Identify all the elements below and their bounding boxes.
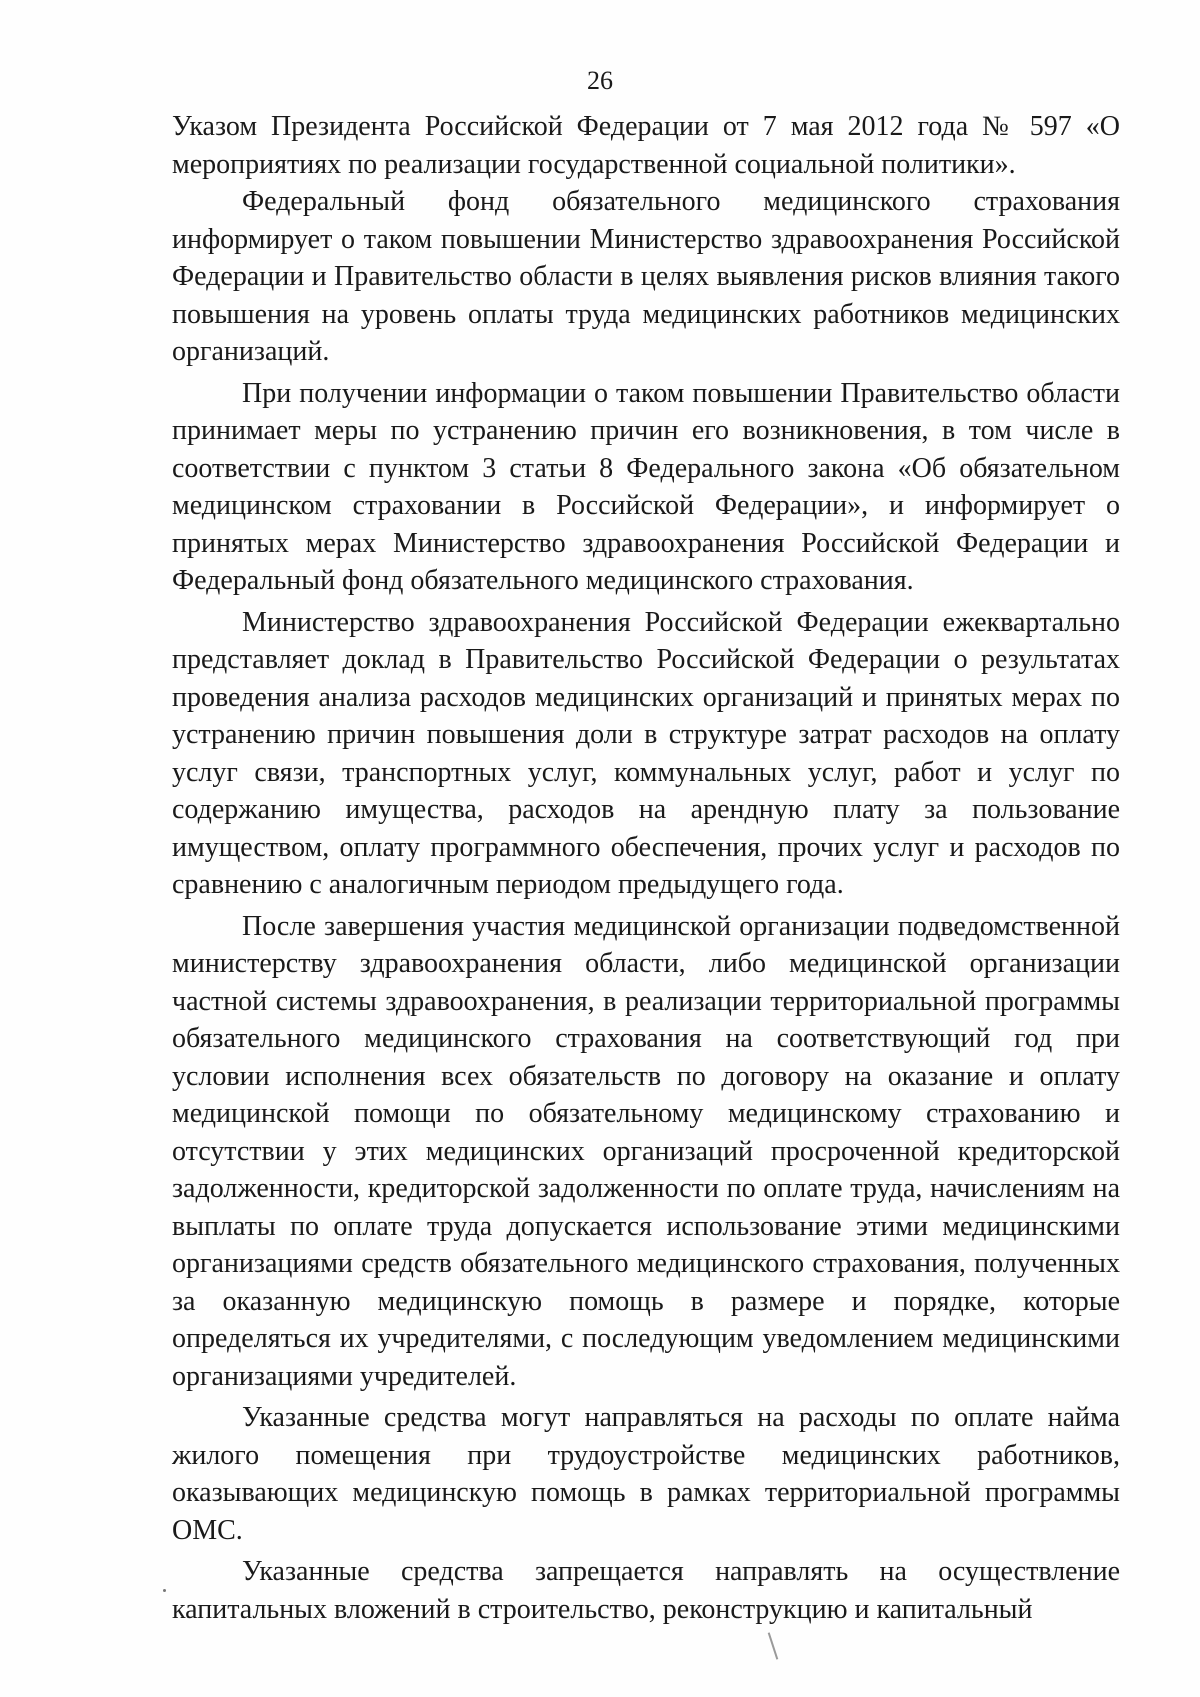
paragraph-4: Министерство здравоохранения Российской Федерации ежеквартально представляет доклад в Правительство Российской Федерации о результатах проведения анализа расходов медицинских организаций и принятых мерах по устранению причин повышения доли в структуре затрат расходов на оплату услуг связи, транспортных услуг, коммунальных услуг, работ и услуг по содержанию имущества, расходов на арендную плату за пользование имуществом, оплату программного обеспечения, прочих услуг и расходов по сравнению с аналогичным периодом предыдущего года.	[172, 606, 1120, 900]
scan-speck	[163, 1589, 166, 1592]
paragraph-5: После завершения участия медицинской организации подведомственной министерству здравоохранения области, либо медицинской организации частной системы здравоохранения, в реализации территориальной программы обязательного медицинского страхования на соответствующий год при условии исполнения всех обязательств по договору на оказание и оплату медицинской помощи по обязательному медицинскому страхованию и отсутствии у этих медицинских организаций просроченной кредиторской задолженности, кредиторской задолженности по оплате труда, начислениям на выплаты по оплате труда допускается использование этими медицинскими организациями средств обязательного медицинского страхования, полученных за оказанную медицинскую помощь в размере и порядке, которые определяться их учредителями, с последующим уведомлением медицинскими организациями учредителей.	[172, 910, 1120, 1392]
paragraph-3: При получении информации о таком повышении Правительство области принимает меры по устранению причин его возникновения, в том числе в соответствии с пунктом 3 статьи 8 Федерального закона «Об обязательном медицинском страховании в Российской Федерации», и информирует о принятых мерах Министерство здравоохранения Российской Федерации и Федеральный фонд обязательного медицинского страхования.	[172, 377, 1120, 596]
paragraph-6: Указанные средства могут направляться на расходы по оплате найма жилого помещения при трудоустройстве медицинских работников, оказывающих медицинскую помощь в рамках территориальной программы ОМС.	[172, 1402, 1120, 1546]
paragraph-1: Указом Президента Российской Федерации от 7 мая 2012 года № 597 «О мероприятиях по реализации государственной социальной политики».	[172, 111, 1120, 180]
scan-mark	[768, 1632, 779, 1659]
page-number: 26	[587, 66, 613, 95]
document-body	[172, 108, 1120, 1628]
paragraph-2: Федеральный фонд обязательного медицинского страхования информирует о таком повышении Министерство здравоохранения Российской Федерации и Правительство области в целях выявления рисков влияния такого повышения на уровень оплаты труда медицинских работников медицинских организаций.	[172, 186, 1120, 367]
paragraph-7: Указанные средства запрещается направлять на осуществление капитальных вложений в строительство, реконструкцию и капитальный	[172, 1556, 1120, 1625]
